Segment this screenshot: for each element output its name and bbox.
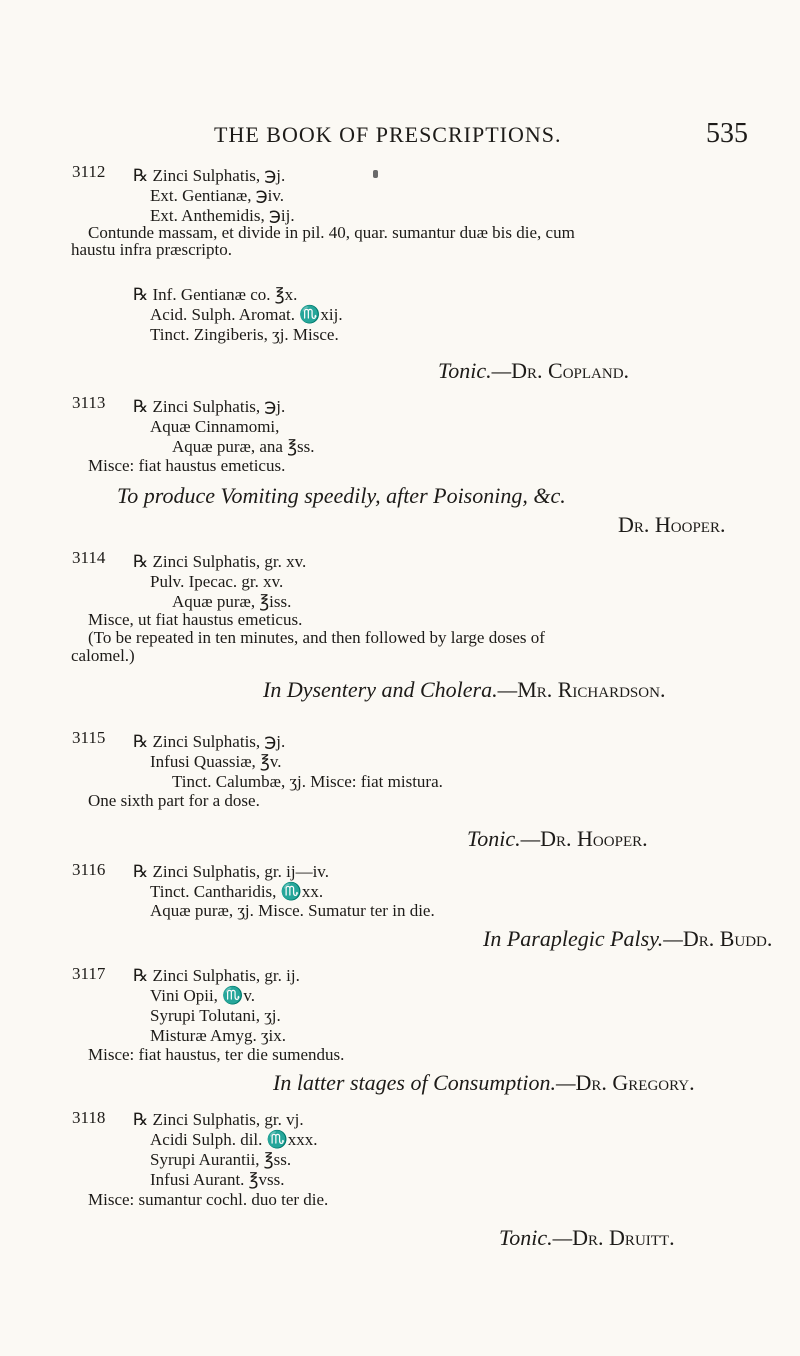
- ingredient-line: Infusi Aurant. ℥vss.: [150, 1170, 285, 1189]
- author-name: Dr. Gregory.: [575, 1070, 695, 1095]
- page-number: 535: [706, 118, 748, 149]
- ingredient-line: ℞ Zinci Sulphatis, gr. vj.: [133, 1110, 304, 1129]
- ingredient-line: Syrupi Aurantii, ℥ss.: [150, 1150, 292, 1169]
- author-name: Mr. Richardson.: [517, 677, 666, 702]
- direction-line: Misce: fiat haustus, ter die sumendus.: [88, 1045, 345, 1064]
- ingredient-line: Acid. Sulph. Aromat. ♏xij.: [150, 305, 343, 324]
- prescription-number: 3115: [72, 728, 106, 747]
- prescription-number: 3112: [72, 162, 106, 181]
- ingredient-line: ℞ Zinci Sulphatis, ℈j.: [133, 166, 286, 185]
- ingredient-line: Acidi Sulph. dil. ♏xxx.: [150, 1130, 318, 1149]
- direction-line: Misce: sumantur cochl. duo ter die.: [88, 1190, 329, 1209]
- author-name: Dr. Hooper.: [540, 826, 648, 851]
- caption-text: Tonic.—: [467, 826, 541, 851]
- direction-line: haustu infra præscripto.: [71, 240, 232, 259]
- prescription-number: 3113: [72, 393, 106, 412]
- ingredient-line: Aquæ Cinnamomi,: [150, 417, 280, 436]
- prescription-caption: [483, 926, 772, 952]
- prescription-caption: To produce Vomiting speedily, after Poisoning, &c.: [117, 483, 566, 508]
- ingredient-line: ℞ Zinci Sulphatis, gr. ij.: [133, 966, 300, 985]
- prescription-caption: [438, 358, 629, 384]
- author-name: Dr. Copland.: [511, 358, 630, 383]
- ingredient-line: Ext. Gentianæ, ℈iv.: [150, 186, 284, 205]
- author-name: Dr. Hooper.: [618, 512, 726, 537]
- prescription-author: [618, 512, 725, 538]
- ingredient-line: Tinct. Calumbæ, ʒj. Misce: fiat mistura.: [172, 772, 443, 791]
- direction-line: Misce, ut fiat haustus emeticus.: [88, 610, 303, 629]
- caption-text: Tonic.—: [499, 1225, 573, 1250]
- direction-line: calomel.): [71, 646, 135, 665]
- prescription-caption: [263, 677, 665, 703]
- direction-line: Misce: fiat haustus emeticus.: [88, 456, 286, 475]
- direction-line: Contunde massam, et divide in pil. 40, quar. sumantur duæ bis die, cum: [88, 223, 575, 242]
- page-header: [0, 118, 800, 158]
- prescription-number: 3118: [72, 1108, 106, 1127]
- prescription-number: 3117: [72, 964, 106, 983]
- prescription-caption: [273, 1070, 695, 1096]
- direction-line: (To be repeated in ten minutes, and then followed by large doses of: [88, 628, 545, 647]
- ingredient-line: Pulv. Ipecac. gr. xv.: [150, 572, 284, 591]
- ingredient-line: ℞ Zinci Sulphatis, ℈j.: [133, 732, 286, 751]
- ink-mark: [373, 170, 378, 178]
- ingredient-line: ℞ Zinci Sulphatis, ℈j.: [133, 397, 286, 416]
- prescription-number: 3116: [72, 860, 106, 879]
- ingredient-line: Tinct. Zingiberis, ʒj. Misce.: [150, 325, 339, 344]
- ingredient-line: ℞ Zinci Sulphatis, gr. ij—iv.: [133, 862, 329, 881]
- ingredient-line: Aquæ puræ, ana ℥ss.: [172, 437, 315, 456]
- prescription-caption: [499, 1225, 675, 1251]
- ingredient-line: Infusi Quassiæ, ℥v.: [150, 752, 282, 771]
- author-name: Dr. Druitt.: [572, 1225, 675, 1250]
- prescription-caption: [467, 826, 648, 852]
- caption-text: In Dysentery and Cholera.—: [263, 677, 518, 702]
- ingredient-line: Aquæ puræ, ℥iss.: [172, 592, 292, 611]
- ingredient-line: Ext. Anthemidis, ℈ij.: [150, 206, 295, 225]
- prescription-number: 3114: [72, 548, 106, 567]
- direction-line: One sixth part for a dose.: [88, 791, 260, 810]
- ingredient-line: Tinct. Cantharidis, ♏xx.: [150, 882, 324, 901]
- caption-text: In latter stages of Consumption.—: [273, 1070, 576, 1095]
- caption-text: In Paraplegic Palsy.—: [483, 926, 683, 951]
- author-name: Dr. Budd.: [682, 926, 773, 951]
- ingredient-line: Syrupi Tolutani, ʒj.: [150, 1006, 281, 1025]
- ingredient-line: ℞ Inf. Gentianæ co. ℥x.: [133, 285, 298, 304]
- ingredient-line: ℞ Zinci Sulphatis, gr. xv.: [133, 552, 307, 571]
- ingredient-line: Misturæ Amyg. ʒix.: [150, 1026, 287, 1045]
- caption-text: Tonic.—: [438, 358, 512, 383]
- ingredient-line: Vini Opii, ♏v.: [150, 986, 255, 1005]
- running-head: THE BOOK OF PRESCRIPTIONS.: [214, 122, 562, 147]
- ingredient-line: Aquæ puræ, ʒj. Misce. Sumatur ter in die.: [150, 901, 435, 920]
